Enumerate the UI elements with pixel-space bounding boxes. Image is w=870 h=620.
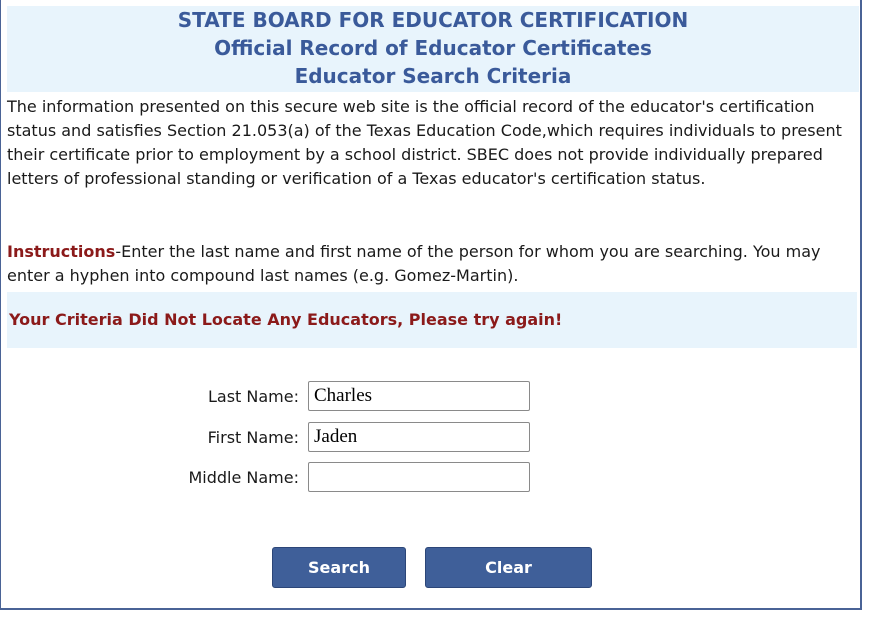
middle-name-label: Middle Name: — [188, 468, 299, 487]
header-subtitle: Official Record of Educator Certificates — [214, 36, 652, 60]
clear-button[interactable]: Clear — [425, 547, 592, 588]
intro-paragraph: The information presented on this secure web site is the official record of the educator's certification status and satisfies Section 21.053(a) of the Texas Education Code,which requires individuals to present their certificate prior to employment by a school district. SBEC does not provide individually prepared letters of professional standing or verification of a Texas educator's certification status. — [7, 97, 842, 188]
last-name-label: Last Name: — [207, 387, 299, 406]
error-message: Your Criteria Did Not Locate Any Educators, Please try again! — [9, 310, 563, 329]
page-header — [7, 6, 859, 92]
header-title: STATE BOARD FOR EDUCATOR CERTIFICATION — [177, 8, 689, 32]
instructions-text: -Enter the last name and first name of the person for whom you are searching. You may enter a hyphen into compound last names (e.g. Gomez-Martin). — [7, 242, 821, 285]
header-section-title: Educator Search Criteria — [294, 64, 572, 88]
search-button[interactable]: Search — [272, 547, 406, 588]
instructions-paragraph — [7, 240, 859, 288]
last-name-row — [1, 381, 861, 413]
first-name-row — [1, 422, 861, 454]
first-name-input[interactable] — [308, 422, 530, 452]
first-name-label: First Name: — [207, 428, 299, 447]
instructions-label: Instructions — [7, 242, 116, 261]
middle-name-row — [1, 462, 861, 494]
error-banner — [7, 292, 857, 348]
last-name-input[interactable] — [308, 381, 530, 411]
middle-name-input[interactable] — [308, 462, 530, 492]
